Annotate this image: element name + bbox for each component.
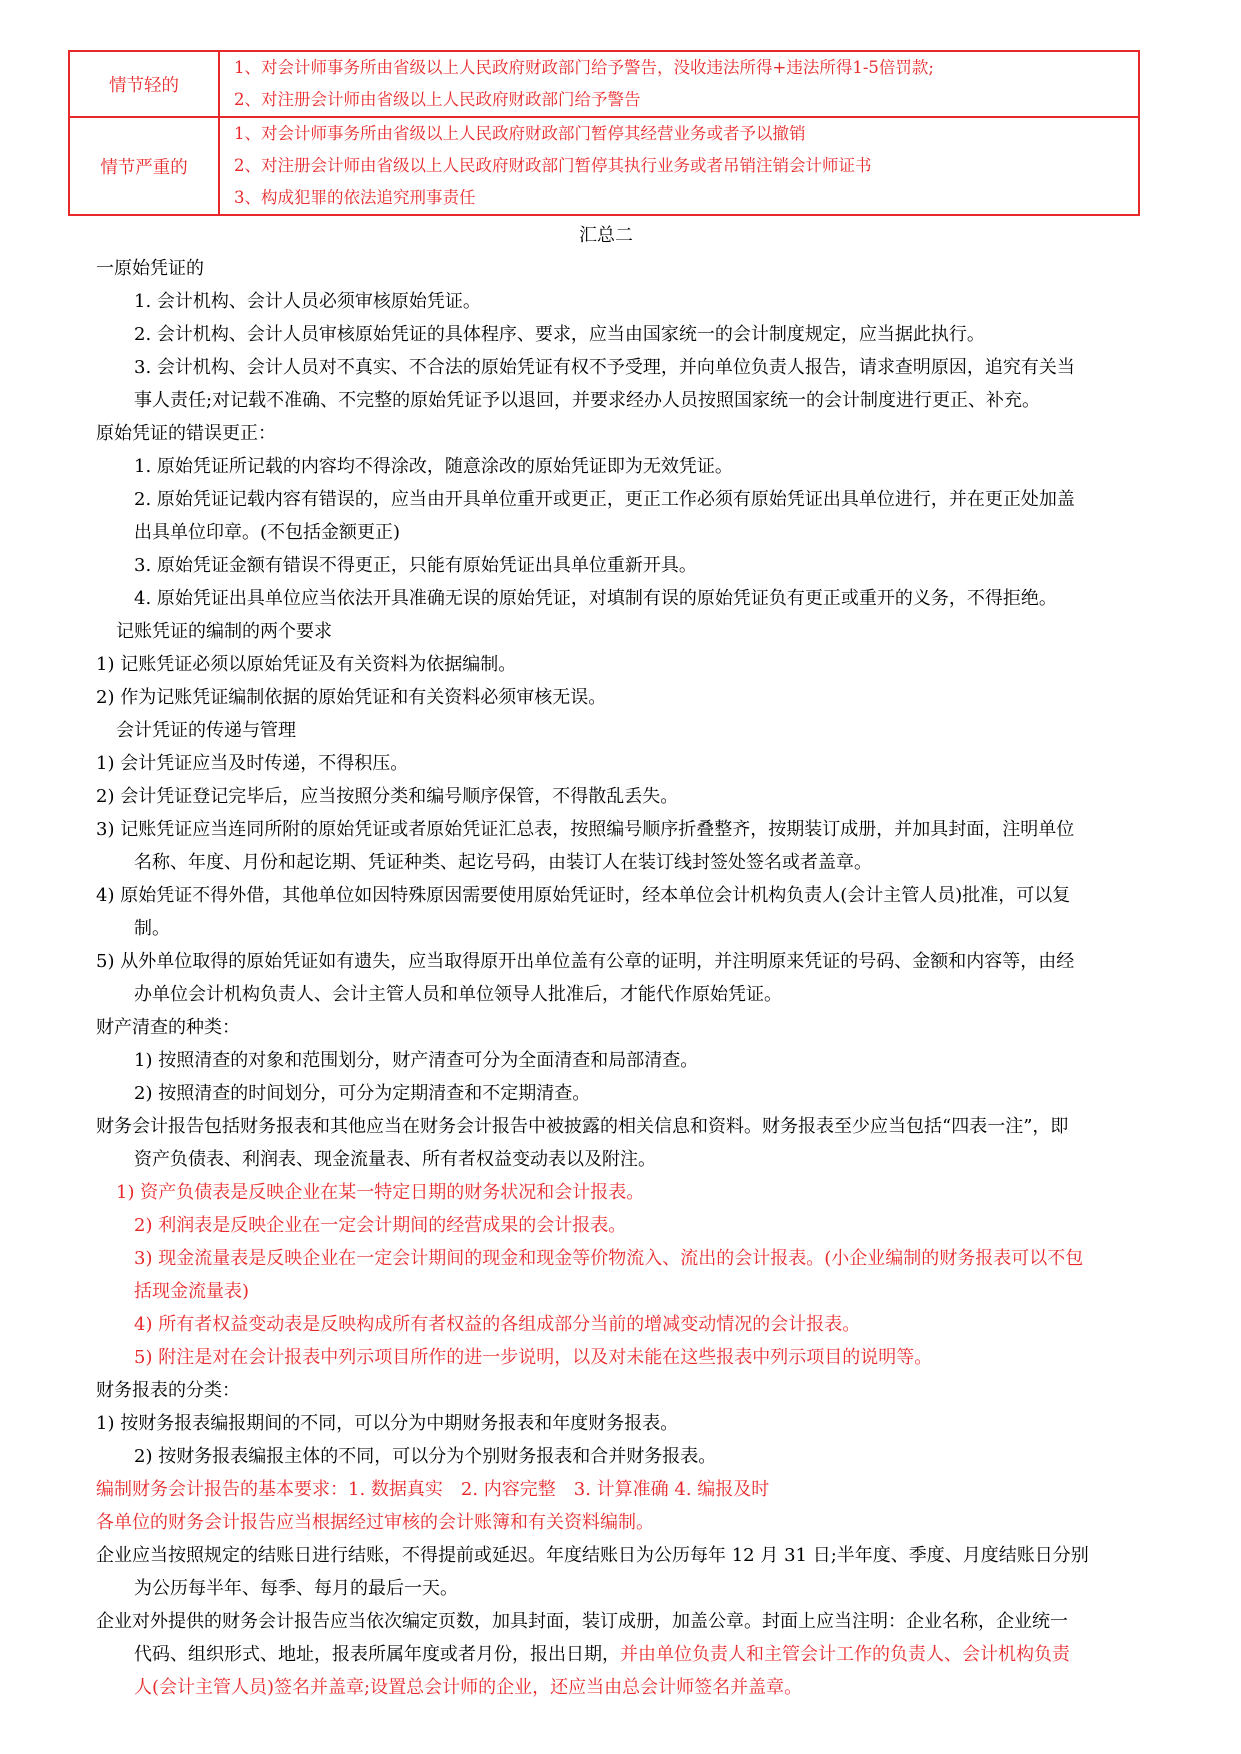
highlighted-continuation: 括现金流量表) [134,1281,250,1302]
paragraph: 1) 按照清查的对象和范围划分，财产清查可分为全面清查和局部清查。 [134,1050,699,1071]
section-heading: 财务报表的分类： [96,1380,240,1401]
paragraph-continuation [96,1638,1116,1671]
section-title: 汇总二 [579,225,633,246]
row-label: 情节严重的 [69,117,219,215]
paragraph-continuation: 名称、年度、月份和起讫期、凭证种类、起讫号码，由装订人在装订线封签处签名或者盖章。 [134,852,872,873]
paragraph: 1) 按财务报表编报期间的不同，可以分为中期财务报表和年度财务报表。 [96,1413,679,1434]
list-item: 2、对注册会计师由省级以上人民政府财政部门给予警告 [234,90,641,109]
section-heading: 原始凭证的错误更正： [96,423,276,444]
paragraph-continuation: 制。 [134,918,170,939]
paragraph-continuation: 为公历每半年、每季、每月的最后一天。 [134,1578,458,1599]
paragraph: 3. 原始凭证金额有错误不得更正，只能有原始凭证出具单位重新开具。 [134,555,697,576]
paragraph: 4) 原始凭证不得外借，其他单位如因特殊原因需要使用原始凭证时，经本单位会计机构负责人(会计主管人员)批准，可以复 [96,885,1071,906]
highlighted-paragraph: 2) 利润表是反映企业在一定会计期间的经营成果的会计报表。 [134,1215,627,1236]
paragraph-continuation: 出具单位印章。(不包括金额更正) [134,522,401,543]
list-item: 3、构成犯罪的依法追究刑事责任 [234,188,476,207]
paragraph: 企业对外提供的财务会计报告应当依次编定页数，加具封面，装订成册，加盖公章。封面上应当注明：企业名称，企业统一 [96,1611,1068,1632]
list-item: 1、对会计师事务所由省级以上人民政府财政部门给予警告，没收违法所得+违法所得1-5倍罚款; [234,58,934,77]
paragraph: 2. 会计机构、会计人员审核原始凭证的具体程序、要求，应当由国家统一的会计制度规定，应当据此执行。 [134,324,985,345]
row-label: 情节轻的 [69,51,219,117]
paragraph-continuation: 办单位会计机构负责人、会计主管人员和单位领导人批准后，才能代作原始凭证。 [134,984,782,1005]
paragraph: 2) 按照清查的时间划分，可分为定期清查和不定期清查。 [134,1083,591,1104]
paragraph: 3. 会计机构、会计人员对不真实、不合法的原始凭证有权不予受理，并向单位负责人报告，请求查明原因，追究有关当 [134,357,1075,378]
paragraph: 2) 会计凭证登记完毕后，应当按照分类和编号顺序保管，不得散乱丢失。 [96,786,679,807]
row-content [219,51,1139,117]
row-content [219,117,1139,215]
section-heading: 记账凭证的编制的两个要求 [116,621,332,642]
paragraph: 4. 原始凭证出具单位应当依法开具准确无误的原始凭证，对填制有误的原始凭证负有更正或重开的义务，不得拒绝。 [134,588,1057,609]
paragraph: 1) 记账凭证必须以原始凭证及有关资料为依据编制。 [96,654,517,675]
highlighted-span: 并由单位负责人和主管会计工作的负责人、会计机构负责 [620,1644,1070,1665]
paragraph-continuation: 资产负债表、利润表、现金流量表、所有者权益变动表以及附注。 [134,1149,656,1170]
section-heading: 一原始凭证的 [96,258,204,279]
highlighted-paragraph: 4) 所有者权益变动表是反映构成所有者权益的各组成部分当前的增减变动情况的会计报表。 [134,1314,861,1335]
list-item: 2、对注册会计师由省级以上人民政府财政部门暂停其执行业务或者吊销注销会计师证书 [234,156,872,175]
paragraph: 1. 会计机构、会计人员必须审核原始凭证。 [134,291,481,312]
highlighted-paragraph: 各单位的财务会计报告应当根据经过审核的会计账簿和有关资料编制。 [96,1512,654,1533]
highlighted-paragraph: 编制财务会计报告的基本要求：1. 数据真实 2. 内容完整 3. 计算准确 4. 编报及时 [96,1479,770,1500]
paragraph-continuation: 事人责任;对记载不准确、不完整的原始凭证予以退回，并要求经办人员按照国家统一的会计制度进行更正、补充。 [134,390,1041,411]
paragraph: 2) 按财务报表编报主体的不同，可以分为个别财务报表和合并财务报表。 [134,1446,717,1467]
text-span: 代码、组织形式、地址，报表所属年度或者月份，报出日期， [134,1644,620,1665]
highlighted-paragraph: 3) 现金流量表是反映企业在一定会计期间的现金和现金等价物流入、流出的会计报表。(小企业编制的财务报表可以不包 [134,1248,1084,1269]
section-heading: 会计凭证的传递与管理 [116,720,296,741]
paragraph: 1) 会计凭证应当及时传递，不得积压。 [96,753,409,774]
paragraph: 企业应当按照规定的结账日进行结账，不得提前或延迟。年度结账日为公历每年 12 月 31 日;半年度、季度、月度结账日分别 [96,1545,1089,1566]
paragraph: 5) 从外单位取得的原始凭证如有遗失，应当取得原开出单位盖有公章的证明，并注明原来凭证的号码、金额和内容等，由经 [96,951,1075,972]
table-row [69,117,1139,215]
highlighted-paragraph: 1) 资产负债表是反映企业在某一特定日期的财务状况和会计报表。 [116,1182,645,1203]
highlighted-paragraph: 5) 附注是对在会计报表中列示项目所作的进一步说明，以及对未能在这些报表中列示项目的说明等。 [134,1347,933,1368]
list-item: 1、对会计师事务所由省级以上人民政府财政部门暂停其经营业务或者予以撤销 [234,124,806,143]
paragraph: 2) 作为记账凭证编制依据的原始凭证和有关资料必须审核无误。 [96,687,607,708]
paragraph: 1. 原始凭证所记载的内容均不得涂改，随意涂改的原始凭证即为无效凭证。 [134,456,733,477]
table-row [69,51,1139,117]
paragraph: 3) 记账凭证应当连同所附的原始凭证或者原始凭证汇总表，按照编号顺序折叠整齐，按期装订成册，并加具封面，注明单位 [96,819,1075,840]
paragraph: 2. 原始凭证记载内容有错误的，应当由开具单位重开或更正，更正工作必须有原始凭证出具单位进行，并在更正处加盖 [134,489,1075,510]
penalty-table [68,50,1140,216]
document-body [96,220,1116,1704]
paragraph: 财务会计报告包括财务报表和其他应当在财务会计报告中被披露的相关信息和资料。财务报表至少应当包括“四表一注”，即 [96,1116,1069,1137]
highlighted-continuation: 人(会计主管人员)签名并盖章;设置总会计师的企业，还应当由总会计师签名并盖章。 [134,1677,803,1698]
section-heading: 财产清查的种类： [96,1017,240,1038]
